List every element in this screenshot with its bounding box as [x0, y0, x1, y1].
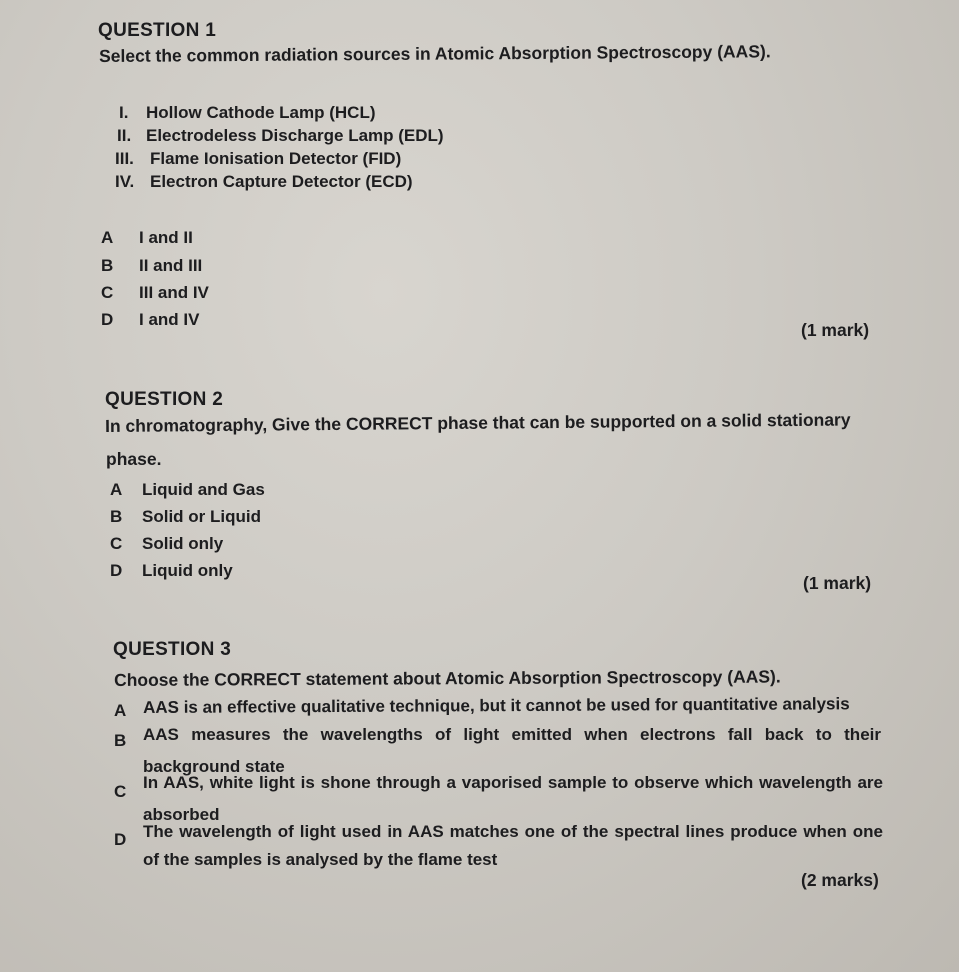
q2-option-d-text: Liquid only: [142, 561, 233, 580]
q1-marks: (1 mark): [801, 320, 870, 340]
q1-option-d-letter: D: [101, 310, 114, 329]
q3-option-c-line-1[interactable]: In AAS, white light is shone through a vaporised sample to observe which wavelength are: [143, 773, 883, 792]
q3-option-d-letter[interactable]: D: [114, 830, 127, 849]
q3-option-c-letter[interactable]: C: [114, 782, 127, 801]
q3-option-a-line-1[interactable]: AAS is an effective qualitative technique, but it cannot be used for quantitative analysis: [143, 694, 850, 717]
q1-item-3-num: III.: [115, 149, 134, 168]
q1-item-4-text: Electron Capture Detector (ECD): [150, 172, 413, 191]
q1-option-a-text: I and II: [139, 228, 193, 247]
q1-stem: Select the common radiation sources in Atomic Absorption Spectroscopy (AAS).: [99, 41, 771, 66]
q1-item-3-text: Flame Ionisation Detector (FID): [150, 149, 402, 168]
q1-option-d-text: I and IV: [139, 310, 200, 329]
q2-marks: (1 mark): [803, 573, 872, 593]
q1-option-b-text: II and III: [139, 256, 203, 275]
q2-option-c[interactable]: [110, 534, 223, 554]
q2-option-a-text: Liquid and Gas: [142, 480, 265, 499]
q2-option-b-letter: B: [110, 507, 123, 526]
q3-stem: Choose the CORRECT statement about Atomic Absorption Spectroscopy (AAS).: [114, 666, 781, 690]
q3-option-b-line-1[interactable]: AAS measures the wavelengths of light emitted when electrons fall back to their: [143, 725, 881, 744]
q3-option-d-line-2[interactable]: of the samples is analysed by the flame test: [143, 850, 498, 869]
q2-heading: QUESTION 2: [105, 389, 224, 410]
q1-item-1-num: I.: [119, 103, 129, 122]
q1-option-b-letter: B: [101, 256, 114, 275]
q1-option-a-letter: A: [101, 228, 114, 247]
q3-option-d-line-1[interactable]: The wavelength of light used in AAS matches one of the spectral lines produce when one: [143, 822, 883, 841]
q1-option-a[interactable]: [101, 228, 193, 248]
q1-option-d[interactable]: [101, 310, 199, 330]
q1-option-b[interactable]: [101, 256, 202, 276]
q2-option-b-text: Solid or Liquid: [142, 507, 261, 526]
q1-item-4: [115, 172, 413, 192]
q1-item-1: [119, 103, 375, 123]
q2-option-c-letter: C: [110, 534, 123, 553]
q1-item-4-num: IV.: [115, 172, 135, 191]
q2-option-b[interactable]: [110, 507, 261, 527]
q3-option-b-letter[interactable]: B: [114, 731, 127, 750]
q3-option-a-letter[interactable]: A: [114, 701, 127, 720]
q1-option-c-letter: C: [101, 283, 114, 302]
q1-item-2-num: II.: [117, 126, 132, 145]
q3-heading: QUESTION 3: [113, 639, 232, 660]
q3-option-c-line-2[interactable]: absorbed: [143, 805, 220, 824]
q1-item-1-text: Hollow Cathode Lamp (HCL): [146, 103, 376, 122]
q1-heading: QUESTION 1: [98, 20, 217, 41]
q2-stem-line-2: phase.: [106, 449, 162, 469]
q2-option-a[interactable]: [110, 480, 265, 500]
q2-option-c-text: Solid only: [142, 534, 224, 553]
q1-item-2: [117, 126, 444, 146]
q2-stem-line-1: In chromatography, Give the CORRECT phase that can be supported on a solid stationary: [105, 409, 851, 436]
q2-option-d[interactable]: [110, 561, 233, 581]
q2-option-a-letter: A: [110, 480, 123, 499]
q3-marks: (2 marks): [801, 870, 879, 890]
q1-option-c-text: III and IV: [139, 283, 209, 302]
q1-item-3: [115, 149, 401, 169]
q2-option-d-letter: D: [110, 561, 123, 580]
q1-option-c[interactable]: [101, 283, 209, 303]
q1-item-2-text: Electrodeless Discharge Lamp (EDL): [146, 126, 444, 145]
q3-option-b-line-2[interactable]: background state: [143, 757, 285, 776]
